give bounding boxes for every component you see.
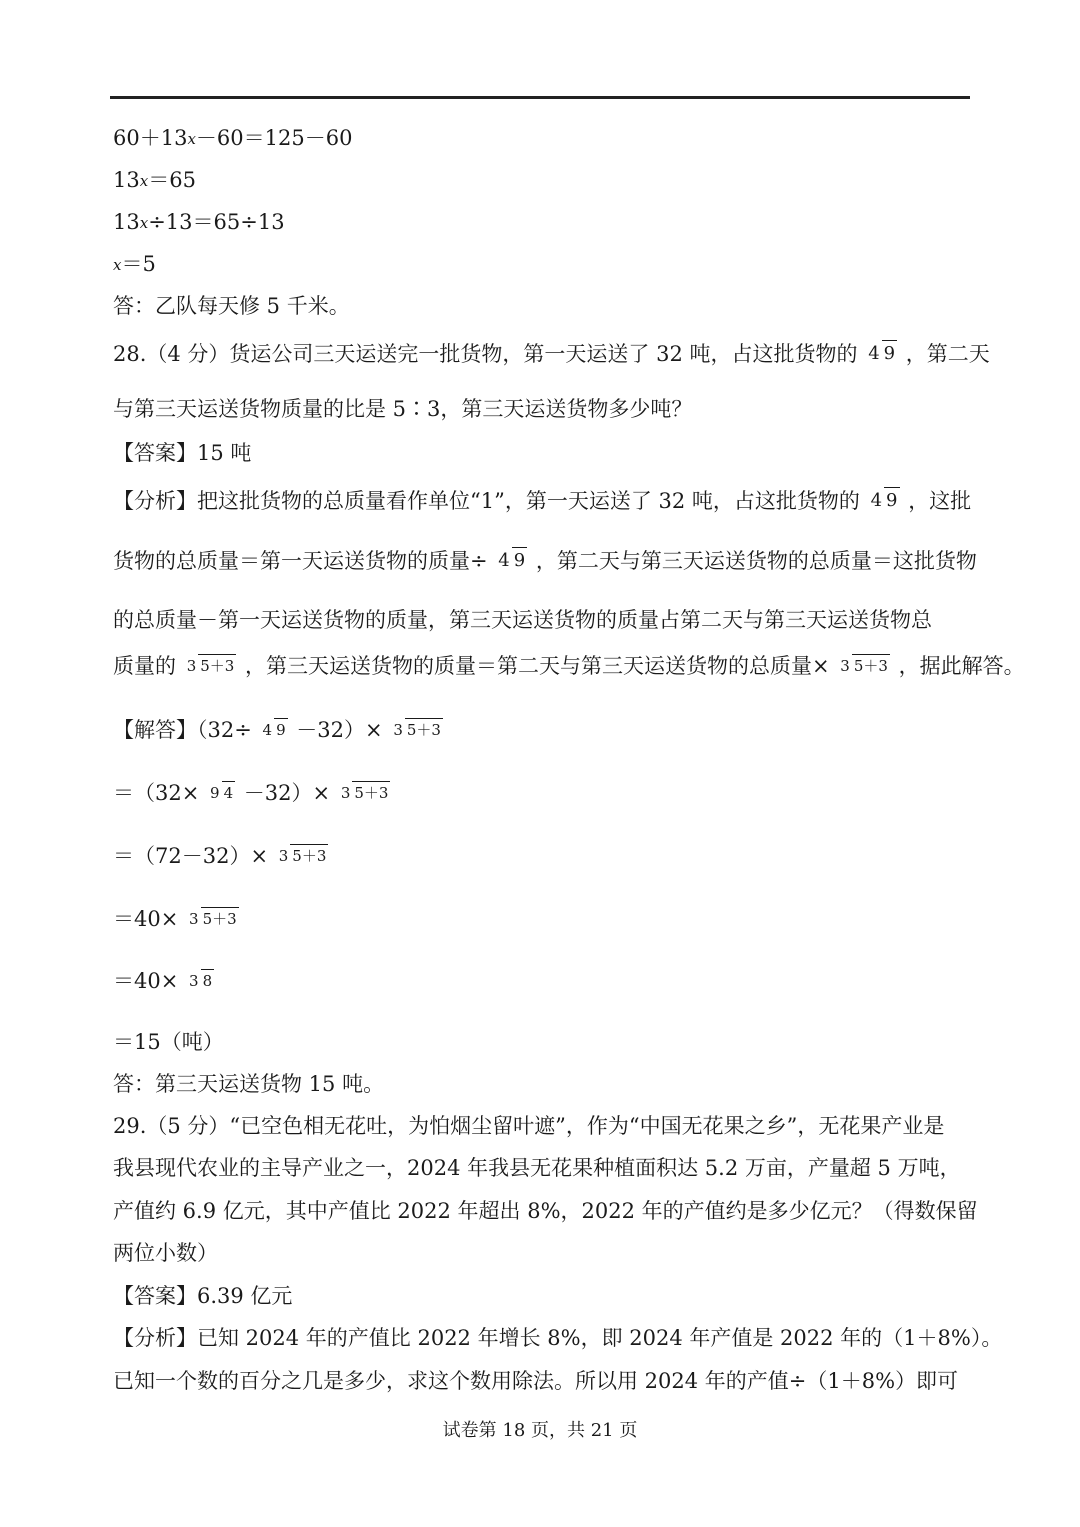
solution-28-step-1: 【解答】（32÷ 4 9 －32）× 3 5＋3 [113,718,441,742]
answer-28-final: 答：第三天运送货物 15 吨。 [113,1072,385,1096]
fraction-4-9: 4 9 [866,345,897,364]
analysis-28-line-4: 质量的 3 5＋3 ，第三天运送货物的质量＝第二天与第三天运送货物的总质量× 3 5＋3 ，据此解答。 [113,654,1025,678]
solution-28-step-6: ＝15（吨） [113,1030,224,1054]
question-29-line-2: 我县现代农业的主导产业之一，2024 年我县无花果种植面积达 5.2 万亩，产量超 5 万吨， [113,1156,961,1180]
question-29-line-3: 产值约 6.9 亿元，其中产值比 2022 年超出 8%，2022 年的产值约是多少亿元？（得数保留 [113,1199,978,1223]
question-29-line-4: 两位小数） [113,1241,218,1265]
answer-27: 答：乙队每天修 5 千米。 [113,294,350,318]
question-28-line-2: 与第三天运送货物质量的比是 5∶3，第三天运送货物多少吨？ [113,397,693,421]
answer-29: 【答案】6.39 亿元 [113,1284,293,1308]
question-29-line-1: 29.（5 分）“已空色相无花吐，为怕烟尘留叶遮”，作为“中国无花果之乡”，无花果产业是 [113,1114,945,1138]
question-28-line-1: 28.（4 分）货运公司三天运送完一批货物，第一天运送了 32 吨，占这批货物的 4 9 ，第二天 [113,342,990,366]
solution-28-step-3: ＝（72－32）× 3 5＋3 [113,844,327,868]
solution-28-step-4: ＝40× 3 5＋3 [113,907,237,931]
analysis-28-line-1: 【分析】把这批货物的总质量看作单位“1”，第一天运送了 32 吨，占这批货物的 4 9 ，这批 [113,489,972,513]
equation-line-1: 60＋13x－60＝125－60 [113,126,353,150]
page-footer: 试卷第 18 页，共 21 页 [442,1420,638,1441]
fraction-3-over-5-plus-3: 3 5＋3 [391,723,443,739]
fraction-3-8: 3 8 [187,974,214,990]
solution-28-step-2: ＝（32× 9 4 －32）× 3 5＋3 [113,781,389,805]
fraction-3-over-5-plus-3: 3 5＋3 [187,912,239,928]
analysis-28-line-3: 的总质量－第一天运送货物的质量，第三天运送货物的质量占第二天与第三天运送货物总 [113,608,932,632]
equation-line-3: 13x÷13＝65÷13 [113,210,285,234]
fraction-3-over-5-plus-3: 3 5＋3 [185,659,237,675]
fraction-4-9: 4 9 [869,492,900,511]
fraction-3-over-5-plus-3: 3 5＋3 [277,849,329,865]
analysis-29-line-1: 【分析】已知 2024 年的产值比 2022 年增长 8%，即 2024 年产值是 2022 年的（1＋8%）。 [113,1326,1003,1350]
header-rule [110,96,970,99]
fraction-3-over-5-plus-3: 3 5＋3 [838,659,890,675]
analysis-28-line-2: 货物的总质量＝第一天运送货物的质量÷ 4 9 ，第二天与第三天运送货物的总质量＝这批货物 [113,549,977,573]
fraction-9-4: 9 4 [208,786,235,802]
answer-28: 【答案】15 吨 [113,441,252,465]
solution-28-step-5: ＝40× 3 8 [113,969,213,993]
equation-line-4: x＝5 [113,252,156,276]
fraction-4-9: 4 9 [261,723,288,739]
fraction-4-9: 4 9 [496,552,527,571]
equation-line-2: 13x＝65 [113,168,196,192]
fraction-3-over-5-plus-3: 3 5＋3 [339,786,391,802]
analysis-29-line-2: 已知一个数的百分之几是多少，求这个数用除法。所以用 2024 年的产值÷（1＋8%）即可 [113,1369,959,1393]
